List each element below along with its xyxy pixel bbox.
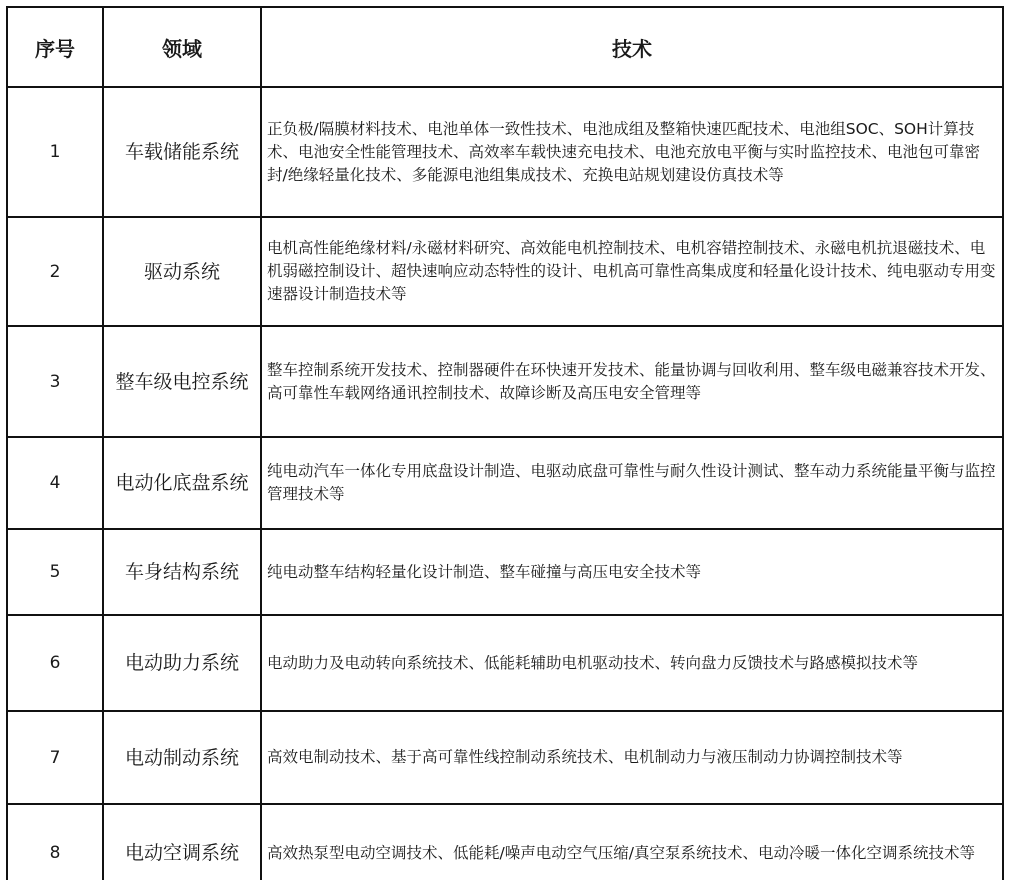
table-row [7,711,1003,804]
row-tech: 纯电动整车结构轻量化设计制造、整车碰撞与高压电安全技术等 [261,529,1003,615]
row-domain: 电动制动系统 [103,711,261,804]
tech-table-container [6,6,1004,880]
header-tech: 技术 [261,7,1003,87]
row-number: 8 [7,804,103,880]
row-number: 4 [7,437,103,529]
table-row [7,326,1003,437]
row-number: 6 [7,615,103,711]
row-domain: 电动助力系统 [103,615,261,711]
row-number: 3 [7,326,103,437]
row-tech: 高效电制动技术、基于高可靠性线控制动系统技术、电机制动力与液压制动力协调控制技术等 [261,711,1003,804]
table-row [7,804,1003,880]
header-row [7,7,1003,87]
row-domain: 电动化底盘系统 [103,437,261,529]
row-number: 1 [7,87,103,217]
row-tech: 电机高性能绝缘材料/永磁材料研究、高效能电机控制技术、电机容错控制技术、永磁电机抗退磁技术、电机弱磁控制设计、超快速响应动态特性的设计、电机高可靠性高集成度和轻量化设计技术、纯电驱动专用变速器设计制造技术等 [261,217,1003,326]
row-number: 5 [7,529,103,615]
row-domain: 车载储能系统 [103,87,261,217]
row-tech: 纯电动汽车一体化专用底盘设计制造、电驱动底盘可靠性与耐久性设计测试、整车动力系统能量平衡与监控管理技术等 [261,437,1003,529]
table-row [7,217,1003,326]
row-tech: 高效热泵型电动空调技术、低能耗/噪声电动空气压缩/真空泵系统技术、电动冷暖一体化空调系统技术等 [261,804,1003,880]
row-tech: 正负极/隔膜材料技术、电池单体一致性技术、电池成组及整箱快速匹配技术、电池组SOC、SOH计算技术、电池安全性能管理技术、高效率车载快速充电技术、电池充放电平衡与实时监控技术、电池包可靠密封/绝缘轻量化技术、多能源电池组集成技术、充换电站规划建设仿真技术等 [261,87,1003,217]
tech-table [6,6,1004,880]
row-number: 2 [7,217,103,326]
header-domain: 领域 [103,7,261,87]
row-domain: 整车级电控系统 [103,326,261,437]
table-row [7,437,1003,529]
row-domain: 车身结构系统 [103,529,261,615]
row-domain: 驱动系统 [103,217,261,326]
row-tech: 整车控制系统开发技术、控制器硬件在环快速开发技术、能量协调与回收利用、整车级电磁兼容技术开发、高可靠性车载网络通讯控制技术、故障诊断及高压电安全管理等 [261,326,1003,437]
table-row [7,529,1003,615]
row-tech: 电动助力及电动转向系统技术、低能耗辅助电机驱动技术、转向盘力反馈技术与路感模拟技术等 [261,615,1003,711]
table-row [7,87,1003,217]
header-no: 序号 [7,7,103,87]
row-number: 7 [7,711,103,804]
table-row [7,615,1003,711]
row-domain: 电动空调系统 [103,804,261,880]
